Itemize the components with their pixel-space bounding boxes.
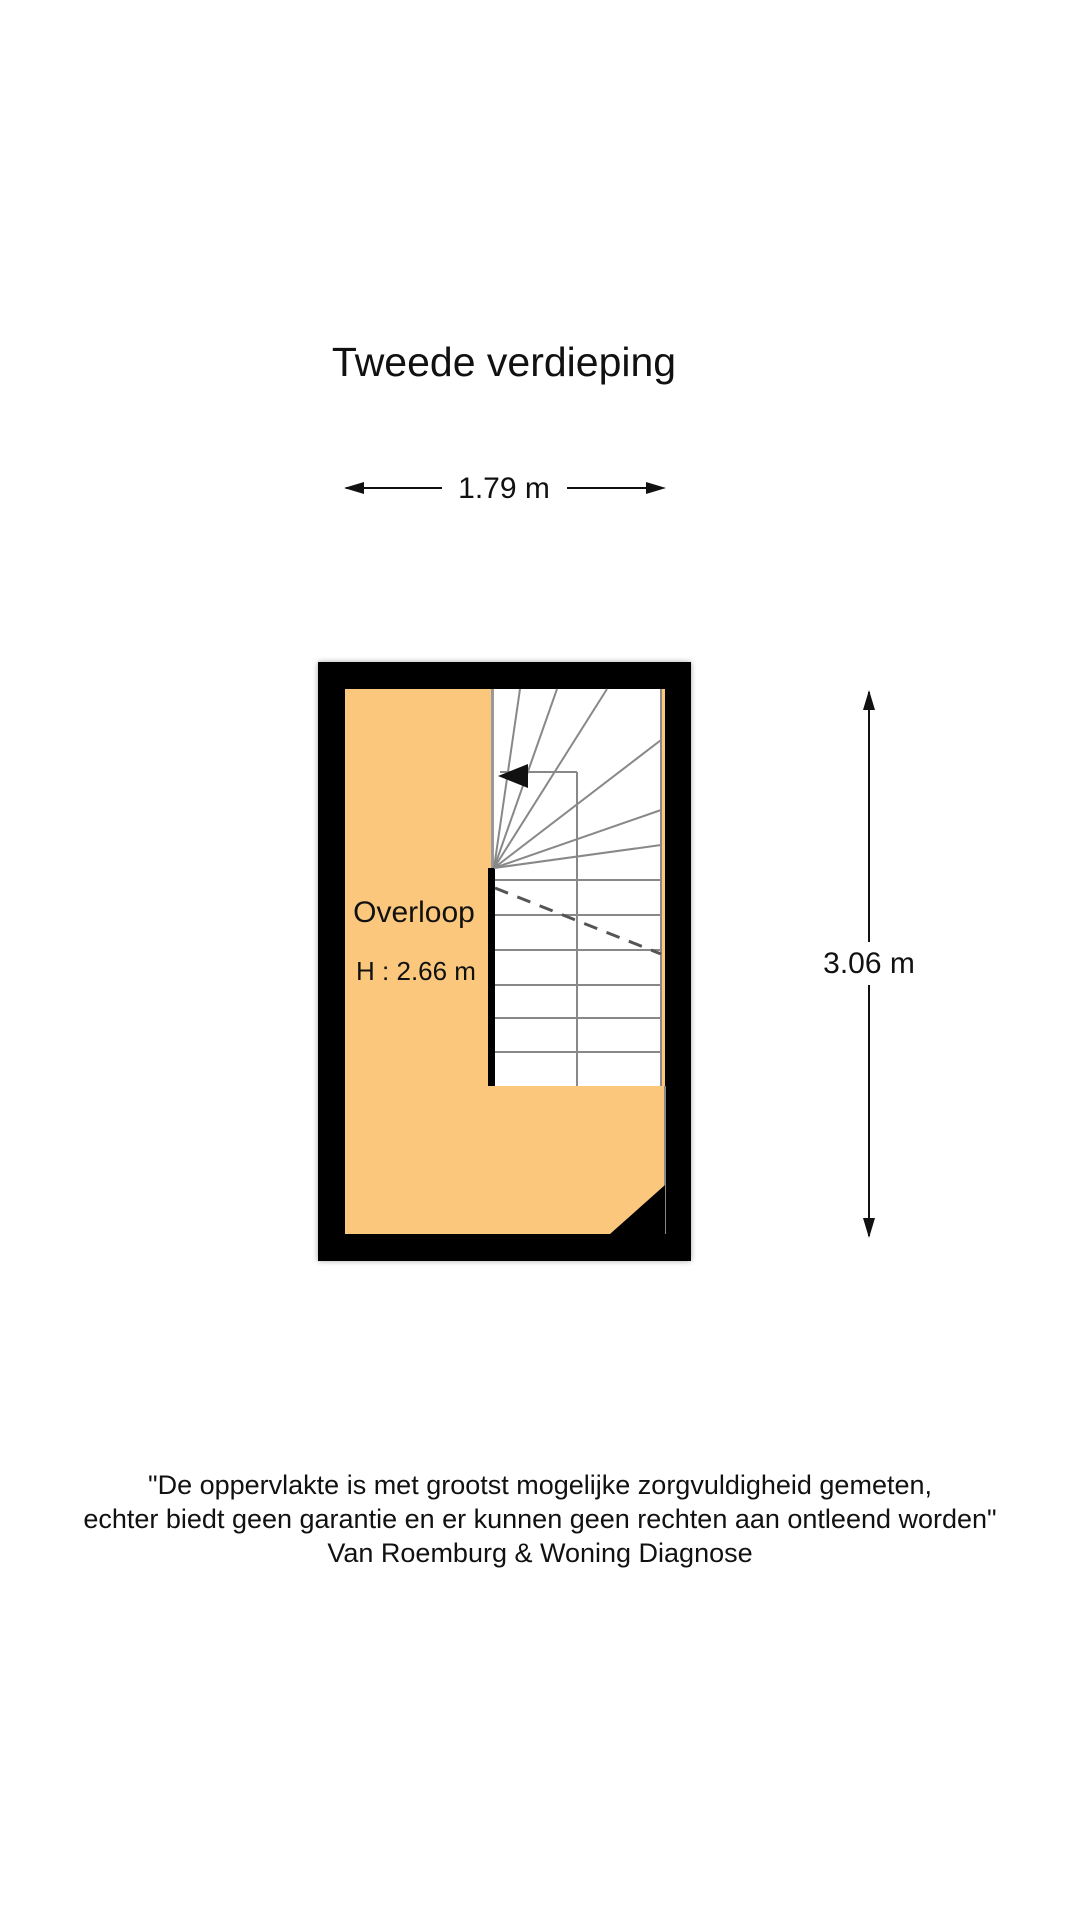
disclaimer bbox=[0, 1468, 1080, 1570]
width-dimension bbox=[344, 472, 666, 505]
stair-wall bbox=[488, 868, 495, 1086]
disclaimer-line-1: "De oppervlakte is met grootst mogelijke zorgvuldigheid gemeten, bbox=[148, 1470, 932, 1500]
company-name: Van Roemburg & Woning Diagnose bbox=[327, 1538, 753, 1568]
arrow-down-icon bbox=[863, 1218, 875, 1238]
depth-dimension bbox=[823, 690, 915, 1238]
floor-title: Tweede verdieping bbox=[331, 339, 677, 385]
width-label: 1.79 m bbox=[458, 472, 550, 505]
arrow-left-icon bbox=[344, 482, 364, 494]
arrow-up-icon bbox=[863, 690, 875, 710]
room-height: H : 2.66 m bbox=[356, 956, 476, 986]
room-name: Overloop bbox=[353, 896, 475, 929]
depth-label: 3.06 m bbox=[823, 947, 915, 980]
disclaimer-line-2: echter biedt geen garantie en er kunnen geen rechten aan ontleend worden" bbox=[83, 1504, 997, 1534]
arrow-right-icon bbox=[646, 482, 666, 494]
